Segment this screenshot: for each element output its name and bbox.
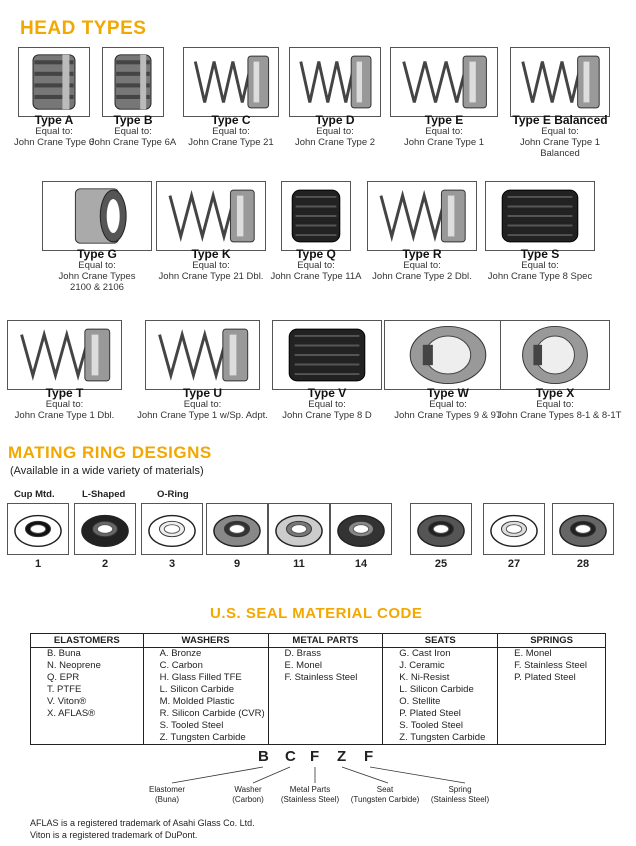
ring-label-cup: Cup Mtd. xyxy=(14,489,55,500)
head-type-name: Type U xyxy=(182,386,223,400)
head-type-equal-value: John Crane Type 2 xyxy=(294,137,376,148)
head-type-name: Type V xyxy=(307,386,347,400)
head-type-photo xyxy=(7,320,122,390)
ring-icon xyxy=(207,504,267,554)
head-type-photo xyxy=(145,320,260,390)
ring-icon xyxy=(411,504,471,554)
table-cell: E. Monel xyxy=(268,660,383,672)
table-cell: J. Ceramic xyxy=(383,660,498,672)
code-label-value: (Carbon) xyxy=(232,795,264,804)
table-cell: P. Plated Steel xyxy=(498,672,606,684)
col-elastomers: ELASTOMERS xyxy=(31,634,144,648)
mating-ring-photo xyxy=(206,503,268,555)
mating-ring-photo xyxy=(483,503,545,555)
ring-icon xyxy=(8,504,68,554)
mating-ring-number: 3 xyxy=(168,558,176,570)
ring-icon xyxy=(484,504,544,554)
table-cell: T. PTFE xyxy=(31,684,144,696)
head-type-name: Type A xyxy=(34,113,74,127)
table-row xyxy=(31,732,606,745)
head-type-equal-value: John Crane Type 21 xyxy=(188,137,274,148)
table-cell: Z. Tungsten Carbide xyxy=(383,732,498,745)
head-type-photo xyxy=(390,47,498,117)
col-springs: SPRINGS xyxy=(498,634,606,648)
seal-photo-icon xyxy=(146,321,259,389)
head-type-equal-label: Equal to: xyxy=(35,126,73,137)
head-type-equal-value: John Crane Types 8-1 & 8-1T xyxy=(497,410,622,421)
head-type-photo xyxy=(281,181,351,251)
table-cell: L. Silicon Carbide xyxy=(143,684,268,696)
ring-icon xyxy=(553,504,613,554)
table-cell: Z. Tungsten Carbide xyxy=(143,732,268,745)
head-type-equal-value: John Crane Type 1 Dbl. xyxy=(14,410,115,421)
code-letter: F xyxy=(364,748,374,765)
table-cell: S. Tooled Steel xyxy=(143,720,268,732)
footnote-aflas: AFLAS is a registered trademark of Asahi Glass Co. Ltd. xyxy=(30,818,255,828)
ring-label-oring: O-Ring xyxy=(157,489,189,500)
code-label-value: (Stainless Steel) xyxy=(430,795,490,804)
table-cell: P. Plated Steel xyxy=(383,708,498,720)
code-label-name: Spring xyxy=(448,785,472,794)
head-type-card xyxy=(0,320,142,421)
material-code-title: U.S. SEAL MATERIAL CODE xyxy=(210,605,423,622)
table-cell xyxy=(498,696,606,708)
head-type-equal-label: Equal to: xyxy=(297,260,335,271)
head-type-equal-value: John Crane Type 6 xyxy=(13,137,95,148)
table-row xyxy=(31,720,606,732)
head-type-equal-value: John Crane Type 8 D xyxy=(282,410,372,421)
code-letter: Z xyxy=(337,748,347,765)
table-row xyxy=(31,708,606,720)
head-type-name: Type K xyxy=(191,247,231,261)
table-cell xyxy=(498,732,606,745)
code-letter: B xyxy=(258,748,269,765)
code-connector-lines xyxy=(130,765,510,787)
seal-photo-icon xyxy=(184,48,278,116)
head-type-name: Type X xyxy=(535,386,575,400)
table-cell: O. Stellite xyxy=(383,696,498,708)
table-cell: C. Carbon xyxy=(143,660,268,672)
head-type-equal-label: Equal to: xyxy=(183,399,222,410)
mating-ring-number: 11 xyxy=(293,558,305,570)
code-label-value: (Tungsten Carbide) xyxy=(350,795,420,804)
head-type-equal-value: John Crane Types 9 & 9T xyxy=(394,410,502,421)
head-type-photo xyxy=(156,181,266,251)
head-type-card xyxy=(490,47,630,159)
seal-photo-icon xyxy=(501,321,609,389)
seal-photo-icon xyxy=(486,182,594,250)
code-label-value: (Stainless Steel) xyxy=(280,795,340,804)
mating-ring-photo xyxy=(7,503,69,555)
mating-ring-subtitle: (Available in a wide variety of materials) xyxy=(10,465,204,477)
head-type-photo xyxy=(18,47,90,117)
table-cell: L. Silicon Carbide xyxy=(383,684,498,696)
table-row xyxy=(31,684,606,696)
head-type-photo xyxy=(510,47,610,117)
seal-photo-icon xyxy=(385,321,511,389)
seal-photo-icon xyxy=(8,321,121,389)
mating-ring-photo xyxy=(74,503,136,555)
mating-ring-number: 27 xyxy=(507,558,521,570)
head-type-equal-label: Equal to: xyxy=(536,399,574,410)
footnote-viton: Viton is a registered trademark of DuPont. xyxy=(30,830,198,840)
table-cell: B. Buna xyxy=(31,648,144,661)
head-type-equal-label: Equal to: xyxy=(192,260,230,271)
material-code-table xyxy=(30,633,606,745)
mating-ring-number: 28 xyxy=(576,558,590,570)
head-type-photo xyxy=(102,47,164,117)
head-type-equal-label: Equal to: xyxy=(521,260,559,271)
table-cell: G. Cast Iron xyxy=(383,648,498,661)
col-washers: WASHERS xyxy=(143,634,268,648)
head-type-name: Type G xyxy=(77,247,117,261)
code-label-name: Washer xyxy=(234,785,262,794)
col-seats: SEATS xyxy=(383,634,498,648)
table-cell xyxy=(31,732,144,745)
head-type-equal-value: John Crane Type 8 Spec xyxy=(487,271,593,282)
head-type-equal-value2: Balanced xyxy=(540,148,580,159)
table-row xyxy=(31,672,606,684)
table-cell xyxy=(498,684,606,696)
mating-ring-number: 14 xyxy=(354,558,368,570)
table-cell xyxy=(268,720,383,732)
col-metal-parts: METAL PARTS xyxy=(268,634,383,648)
head-type-equal-label: Equal to: xyxy=(316,126,354,137)
mating-ring-photo xyxy=(141,503,203,555)
head-type-equal-value: John Crane Type 1 w/Sp. Adpt. xyxy=(137,410,268,421)
head-type-name: Type E Balanced xyxy=(512,113,608,127)
head-type-card xyxy=(497,320,622,421)
head-type-equal-value: John Crane Types xyxy=(58,271,136,282)
seal-photo-icon xyxy=(511,48,609,116)
table-cell: D. Brass xyxy=(268,648,383,661)
seal-photo-icon xyxy=(103,48,163,116)
head-type-equal-value2: 2100 & 2106 xyxy=(70,282,124,293)
seal-photo-icon xyxy=(157,182,265,250)
table-cell: S. Tooled Steel xyxy=(383,720,498,732)
mating-ring-photo xyxy=(330,503,392,555)
table-cell: R. Silicon Carbide (CVR) xyxy=(143,708,268,720)
head-type-card xyxy=(465,181,615,282)
seal-photo-icon xyxy=(290,48,380,116)
head-type-equal-value: John Crane Type 1 xyxy=(519,137,601,148)
head-type-name: Type Q xyxy=(296,247,336,261)
head-type-photo xyxy=(500,320,610,390)
table-cell: A. Bronze xyxy=(143,648,268,661)
head-type-photo xyxy=(289,47,381,117)
table-cell: N. Neoprene xyxy=(31,660,144,672)
head-type-name: Type C xyxy=(211,113,251,127)
head-type-equal-value: John Crane Type 11A xyxy=(270,271,362,282)
mating-ring-title: MATING RING DESIGNS xyxy=(8,443,212,462)
table-cell xyxy=(31,720,144,732)
table-cell xyxy=(268,684,383,696)
head-type-name: Type S xyxy=(520,247,560,261)
table-cell: Q. EPR xyxy=(31,672,144,684)
mating-ring-photo xyxy=(410,503,472,555)
head-type-equal-value: John Crane Type 1 xyxy=(403,137,485,148)
table-cell: X. AFLAS® xyxy=(31,708,144,720)
mating-ring-number: 25 xyxy=(434,558,448,570)
head-type-name: Type R xyxy=(402,247,442,261)
table-cell: H. Glass Filled TFE xyxy=(143,672,268,684)
head-type-equal-value: John Crane Type 21 Dbl. xyxy=(158,271,264,282)
head-type-equal-label: Equal to: xyxy=(78,260,116,271)
code-label-name: Seat xyxy=(376,785,394,794)
code-letter: F xyxy=(310,748,320,765)
table-cell: F. Stainless Steel xyxy=(268,672,383,684)
head-type-equal-label: Equal to: xyxy=(212,126,250,137)
head-type-photo xyxy=(183,47,279,117)
code-label xyxy=(122,785,212,805)
seal-photo-icon xyxy=(391,48,497,116)
head-type-photo xyxy=(485,181,595,251)
seal-photo-icon xyxy=(368,182,476,250)
ring-icon xyxy=(331,504,391,554)
table-cell xyxy=(268,696,383,708)
head-type-name: Type W xyxy=(427,386,469,400)
seal-photo-icon xyxy=(43,182,151,250)
seal-photo-icon xyxy=(282,182,350,250)
head-type-equal-value: John Crane Type 2 Dbl. xyxy=(372,271,472,282)
ring-label-lshaped: L-Shaped xyxy=(82,489,126,500)
seal-photo-icon xyxy=(19,48,89,116)
table-row xyxy=(31,660,606,672)
head-type-photo xyxy=(384,320,512,390)
head-type-equal-value: John Crane Type 6A xyxy=(89,137,177,148)
table-cell: E. Monel xyxy=(498,648,606,661)
ring-icon xyxy=(269,504,329,554)
mating-ring-number: 9 xyxy=(233,558,241,570)
code-letter: C xyxy=(285,748,296,765)
code-label-name: Metal Parts xyxy=(289,785,331,794)
head-type-equal-label: Equal to: xyxy=(541,126,579,137)
head-type-equal-label: Equal to: xyxy=(425,126,463,137)
table-cell: F. Stainless Steel xyxy=(498,660,606,672)
table-cell xyxy=(268,708,383,720)
ring-icon xyxy=(75,504,135,554)
mating-ring-photo xyxy=(268,503,330,555)
table-cell xyxy=(498,708,606,720)
table-cell: K. Ni-Resist xyxy=(383,672,498,684)
mating-ring-photo xyxy=(552,503,614,555)
head-type-name: Type B xyxy=(113,113,153,127)
head-type-equal-label: Equal to: xyxy=(45,399,84,410)
ring-icon xyxy=(142,504,202,554)
head-type-equal-label: Equal to: xyxy=(308,399,346,410)
head-type-photo xyxy=(367,181,477,251)
head-type-name: Type T xyxy=(45,386,84,400)
head-type-equal-label: Equal to: xyxy=(114,126,152,137)
code-label-name: Elastomer xyxy=(148,785,185,794)
mating-ring-number: 2 xyxy=(101,558,109,570)
table-cell xyxy=(498,720,606,732)
table-cell: M. Molded Plastic xyxy=(143,696,268,708)
head-type-name: Type D xyxy=(315,113,355,127)
head-types-title: HEAD TYPES xyxy=(20,18,147,39)
table-row xyxy=(31,648,606,661)
code-label xyxy=(415,785,505,805)
code-label-value: (Buna) xyxy=(154,795,179,804)
mating-ring-number: 1 xyxy=(34,558,42,570)
head-type-equal-label: Equal to: xyxy=(429,399,467,410)
head-type-equal-label: Equal to: xyxy=(403,260,441,271)
table-row xyxy=(31,696,606,708)
head-type-name: Type E xyxy=(424,113,464,127)
table-cell xyxy=(268,732,383,745)
table-cell: V. Viton® xyxy=(31,696,144,708)
